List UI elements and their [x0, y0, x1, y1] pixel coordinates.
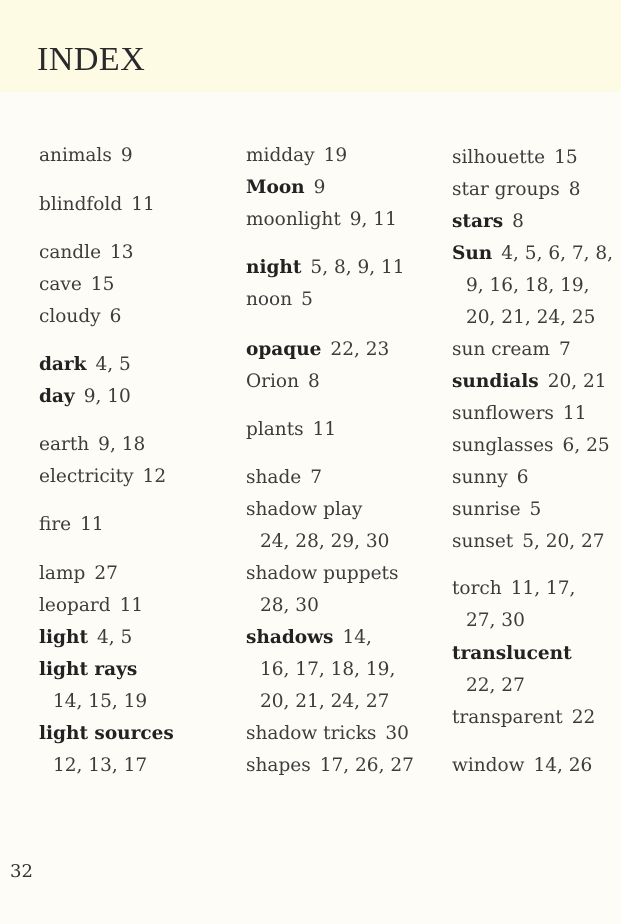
index-entry: [39, 590, 143, 622]
index-entry-continuation: [260, 654, 395, 686]
index-entry-continuation: [53, 686, 147, 718]
index-term: light rays: [39, 659, 138, 680]
index-term: fire: [39, 514, 72, 535]
index-term: night: [246, 257, 302, 278]
index-entry: [452, 494, 541, 526]
index-page-refs: 6: [516, 467, 529, 488]
index-entry: [246, 414, 336, 446]
index-page-refs: 14,: [342, 627, 372, 648]
index-page-refs: 14, 26: [533, 755, 593, 776]
index-entry: [452, 366, 607, 398]
index-entry: [452, 750, 592, 782]
index-term: sun cream: [452, 339, 550, 360]
index-entry: [39, 237, 134, 269]
index-page-refs: 17, 26, 27: [319, 755, 414, 776]
index-entry: [39, 429, 145, 461]
index-term: shadows: [246, 627, 334, 648]
index-page-refs: 27: [94, 563, 118, 584]
index-entry: [39, 461, 166, 493]
index-entry: [452, 334, 571, 366]
index-entry-continuation: [260, 526, 389, 558]
index-page-refs: 5, 8, 9, 11: [310, 257, 405, 278]
index-entry: [452, 638, 572, 670]
index-page-refs: 7: [310, 467, 323, 488]
index-page-refs: 7: [558, 339, 571, 360]
index-entry: [246, 750, 414, 782]
index-entry: [452, 206, 524, 238]
index-page-refs: 4, 5, 6, 7, 8,: [501, 243, 614, 264]
page-title: INDEX: [37, 41, 146, 78]
index-term: animals: [39, 145, 112, 166]
index-page-refs: 20, 21, 24, 27: [260, 691, 390, 712]
index-page-refs: 24, 28, 29, 30: [260, 531, 390, 552]
index-entry-continuation: [260, 590, 319, 622]
index-term: light sources: [39, 723, 174, 744]
index-page-refs: 19: [323, 145, 348, 166]
index-page-refs: 9, 11: [349, 209, 397, 230]
index-page-refs: 9, 18: [98, 434, 146, 455]
index-page-refs: 13: [110, 242, 134, 263]
index-entry: [452, 398, 586, 430]
index-term: moonlight: [246, 209, 341, 230]
index-term: silhouette: [452, 147, 546, 168]
index-term: cave: [39, 274, 82, 295]
index-page-refs: 28, 30: [260, 595, 319, 616]
index-entry: [39, 140, 133, 172]
index-page-refs: 14, 15, 19: [53, 691, 148, 712]
index-page-refs: 15: [90, 274, 115, 295]
index-entry: [246, 494, 362, 526]
index-entry: [246, 558, 398, 590]
index-page-refs: 12, 13, 17: [53, 755, 148, 776]
index-page-refs: 5: [529, 499, 542, 520]
index-entry: [246, 140, 347, 172]
index-entry: [246, 204, 397, 236]
index-page-refs: 9: [313, 177, 326, 198]
index-page-refs: 8: [512, 211, 524, 232]
index-term: electricity: [39, 466, 134, 487]
index-page-refs: 4, 5: [95, 354, 131, 375]
index-term: sundials: [452, 371, 539, 392]
index-term: stars: [452, 211, 504, 232]
index-page-refs: 4, 5: [97, 627, 133, 648]
index-entry: [452, 702, 595, 734]
index-entry-continuation: [53, 750, 147, 782]
index-page-refs: 20, 21, 24, 25: [466, 307, 596, 328]
index-term: leopard: [39, 595, 111, 616]
index-page-refs: 12: [142, 466, 167, 487]
index-term: transparent: [452, 707, 563, 728]
index-page-refs: 22, 23: [330, 339, 390, 360]
index-page-refs: 11: [312, 419, 337, 440]
index-page-refs: 27, 30: [466, 610, 525, 631]
index-term: plants: [246, 419, 304, 440]
index-entry: [39, 558, 118, 590]
index-page-refs: 9, 10: [83, 386, 131, 407]
index-entry: [39, 349, 131, 381]
index-term: earth: [39, 434, 90, 455]
index-entry-continuation: [466, 670, 525, 702]
index-entry-continuation: [466, 270, 590, 302]
index-entry: [452, 238, 613, 270]
index-term: sunflowers: [452, 403, 554, 424]
index-term: sunglasses: [452, 435, 554, 456]
index-entry: [39, 189, 155, 221]
index-term: shade: [246, 467, 302, 488]
index-entry: [39, 381, 131, 413]
index-term: torch: [452, 578, 502, 599]
index-entry: [39, 509, 104, 541]
index-term: light: [39, 627, 88, 648]
index-entry: [452, 174, 581, 206]
index-term: blindfold: [39, 194, 123, 215]
index-page-refs: 30: [385, 723, 409, 744]
index-page-refs: 11, 17,: [510, 578, 576, 599]
index-term: lamp: [39, 563, 86, 584]
index-page-refs: 22: [571, 707, 596, 728]
index-term: shadow puppets: [246, 563, 399, 584]
index-entry: [39, 718, 174, 750]
index-term: opaque: [246, 339, 322, 360]
index-entry: [246, 462, 322, 494]
index-entry: [452, 526, 605, 558]
index-page-refs: 8: [568, 179, 581, 200]
index-term: noon: [246, 289, 293, 310]
index-page-refs: 5: [301, 289, 313, 310]
index-term: shapes: [246, 755, 311, 776]
index-term: dark: [39, 354, 87, 375]
index-term: day: [39, 386, 75, 407]
index-entry: [246, 366, 320, 398]
index-entry: [452, 573, 575, 605]
index-entry: [39, 269, 114, 301]
index-entry: [246, 252, 405, 284]
index-entry: [452, 462, 528, 494]
index-term: sunrise: [452, 499, 521, 520]
index-entry: [246, 284, 313, 316]
index-page-refs: 20, 21: [547, 371, 607, 392]
index-term: Sun: [452, 243, 493, 264]
index-term: shadow play: [246, 499, 363, 520]
index-term: shadow tricks: [246, 723, 377, 744]
index-entry: [246, 172, 325, 204]
index-page-refs: 16, 17, 18, 19,: [260, 659, 396, 680]
index-entry: [39, 301, 121, 333]
index-page-refs: 9, 16, 18, 19,: [466, 275, 590, 296]
index-entry: [452, 142, 578, 174]
index-entry-continuation: [466, 605, 525, 637]
index-page-refs: 11: [131, 194, 155, 215]
index-term: Moon: [246, 177, 305, 198]
index-term: window: [452, 755, 525, 776]
index-entry: [246, 334, 389, 366]
index-page-refs: 11: [119, 595, 144, 616]
index-page-refs: 22, 27: [466, 675, 525, 696]
index-page-refs: 11: [562, 403, 587, 424]
index-page-refs: 6, 25: [562, 435, 610, 456]
index-page-refs: 5, 20, 27: [522, 531, 605, 552]
index-entry: [452, 430, 610, 462]
index-page-refs: 8: [307, 371, 320, 392]
index-page-refs: 15: [554, 147, 578, 168]
index-entry: [39, 622, 132, 654]
index-entry-continuation: [260, 686, 389, 718]
index-term: cloudy: [39, 306, 101, 327]
index-entry-continuation: [466, 302, 595, 334]
page-number: 32: [10, 861, 33, 882]
index-term: sunny: [452, 467, 508, 488]
page-header: [0, 0, 621, 92]
index-term: Orion: [246, 371, 299, 392]
index-page-refs: 9: [120, 145, 133, 166]
index-page-refs: 6: [109, 306, 122, 327]
index-entry: [246, 622, 372, 654]
index-term: midday: [246, 145, 315, 166]
index-entry: [39, 654, 137, 686]
index-term: translucent: [452, 643, 572, 664]
index-term: candle: [39, 242, 102, 263]
index-term: sunset: [452, 531, 514, 552]
index-term: star groups: [452, 179, 560, 200]
index-page-refs: 11: [80, 514, 104, 535]
index-entry: [246, 718, 409, 750]
